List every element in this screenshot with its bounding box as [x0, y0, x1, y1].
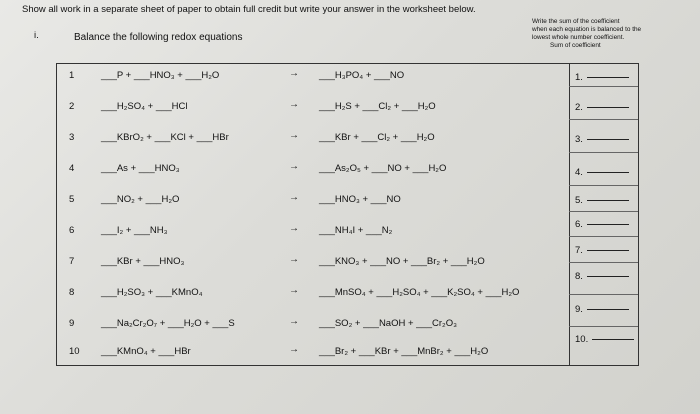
answer-line	[587, 309, 629, 310]
reaction-arrow: →	[289, 344, 299, 355]
reactants: ___H₂SO₃ + ___KMnO₄	[101, 287, 203, 298]
products: ___KBr + ___Cl₂ + ___H₂O	[319, 132, 435, 143]
answer-blank[interactable]	[575, 72, 629, 83]
section-title: Balance the following redox equations	[74, 32, 243, 43]
answer-divider	[569, 236, 638, 237]
answer-divider	[569, 211, 638, 212]
equation-row	[57, 250, 640, 274]
equation-row	[57, 281, 640, 305]
reaction-arrow: →	[289, 68, 299, 79]
equation-row	[57, 312, 640, 336]
reaction-arrow: →	[289, 99, 299, 110]
answer-line	[587, 107, 629, 108]
equation-row	[57, 95, 640, 119]
side-note-line: lowest whole number coefficient.	[532, 34, 625, 41]
answer-line	[587, 139, 629, 140]
answer-number: 8.	[575, 271, 583, 282]
equation-number: 10	[69, 346, 80, 357]
answer-blank[interactable]	[575, 195, 629, 206]
answer-number: 3.	[575, 134, 583, 145]
products: ___NH₄I + ___N₂	[319, 225, 393, 236]
answer-number: 10.	[575, 334, 589, 345]
answer-divider	[569, 185, 638, 186]
reactants: ___I₂ + ___NH₃	[101, 225, 168, 236]
equations-table	[56, 63, 639, 366]
answer-blank[interactable]	[575, 271, 629, 282]
equation-number: 5	[69, 194, 75, 205]
reactants: ___Na₂Cr₂O₇ + ___H₂O + ___S	[101, 318, 235, 329]
equation-row	[57, 219, 640, 243]
answer-divider	[569, 262, 638, 263]
equation-number: 2	[69, 101, 75, 112]
products: ___As₂O₅ + ___NO + ___H₂O	[319, 163, 447, 174]
products: ___HNO₃ + ___NO	[319, 194, 401, 205]
reactants: ___H₂SO₄ + ___HCl	[101, 101, 188, 112]
reactants: ___P + ___HNO₃ + ___H₂O	[101, 70, 220, 81]
answer-number: 1.	[575, 72, 583, 83]
equation-number: 8	[69, 287, 75, 298]
answer-line	[587, 224, 629, 225]
reaction-arrow: →	[289, 254, 299, 265]
answer-divider	[569, 86, 638, 87]
answer-line	[587, 250, 629, 251]
equation-number: 9	[69, 318, 75, 329]
answer-blank[interactable]	[575, 102, 629, 113]
reactants: ___KMnO₄ + ___HBr	[101, 346, 191, 357]
answer-number: 5.	[575, 195, 583, 206]
answer-divider	[569, 294, 638, 295]
products: ___MnSO₄ + ___H₂SO₄ + ___K₂SO₄ + ___H₂O	[319, 287, 520, 298]
equation-number: 7	[69, 256, 75, 267]
equation-row	[57, 126, 640, 150]
answer-number: 2.	[575, 102, 583, 113]
answer-blank[interactable]	[575, 245, 629, 256]
sum-of-coefficient-label: Sum of coefficient	[550, 42, 601, 49]
reaction-arrow: →	[289, 223, 299, 234]
answer-blank[interactable]	[575, 134, 629, 145]
equation-row	[57, 157, 640, 181]
answer-number: 9.	[575, 304, 583, 315]
products: ___SO₂ + ___NaOH + ___Cr₂O₃	[319, 318, 457, 329]
answer-blank[interactable]	[575, 167, 629, 178]
products: ___H₃PO₄ + ___NO	[319, 70, 405, 81]
answer-line	[592, 339, 634, 340]
section-number: i.	[34, 30, 39, 41]
equation-number: 1	[69, 70, 75, 81]
reactants: ___KBr + ___HNO₃	[101, 256, 185, 267]
products: ___Br₂ + ___KBr + ___MnBr₂ + ___H₂O	[319, 346, 489, 357]
answer-line	[587, 172, 629, 173]
answer-number: 4.	[575, 167, 583, 178]
reaction-arrow: →	[289, 285, 299, 296]
answer-divider	[569, 152, 638, 153]
products: ___KNO₃ + ___NO + ___Br₂ + ___H₂O	[319, 256, 485, 267]
answer-line	[587, 77, 629, 78]
reaction-arrow: →	[289, 192, 299, 203]
answer-line	[587, 276, 629, 277]
answer-line	[587, 200, 629, 201]
products: ___H₂S + ___Cl₂ + ___H₂O	[319, 101, 436, 112]
answer-blank[interactable]	[575, 219, 629, 230]
equation-row	[57, 64, 640, 88]
side-note-line: Write the sum of the coefficient	[532, 18, 620, 25]
reactants: ___NO₂ + ___H₂O	[101, 194, 180, 205]
reaction-arrow: →	[289, 316, 299, 327]
side-note-line: when each equation is balanced to the	[532, 26, 642, 33]
answer-blank[interactable]	[575, 334, 634, 345]
instructions-text: Show all work in a separate sheet of paper to obtain full credit but write your answer in the worksheet below.	[22, 4, 476, 15]
reactants: ___KBrO₂ + ___KCl + ___HBr	[101, 132, 229, 143]
answer-number: 6.	[575, 219, 583, 230]
coefficient-instructions	[532, 18, 682, 50]
answer-divider	[569, 326, 638, 327]
reactants: ___As + ___HNO₃	[101, 163, 180, 174]
equation-number: 6	[69, 225, 75, 236]
equation-number: 4	[69, 163, 75, 174]
answer-divider	[569, 119, 638, 120]
reaction-arrow: →	[289, 130, 299, 141]
answer-number: 7.	[575, 245, 583, 256]
equation-number: 3	[69, 132, 75, 143]
equation-row	[57, 188, 640, 212]
reaction-arrow: →	[289, 161, 299, 172]
answer-blank[interactable]	[575, 304, 629, 315]
equation-row	[57, 340, 640, 364]
